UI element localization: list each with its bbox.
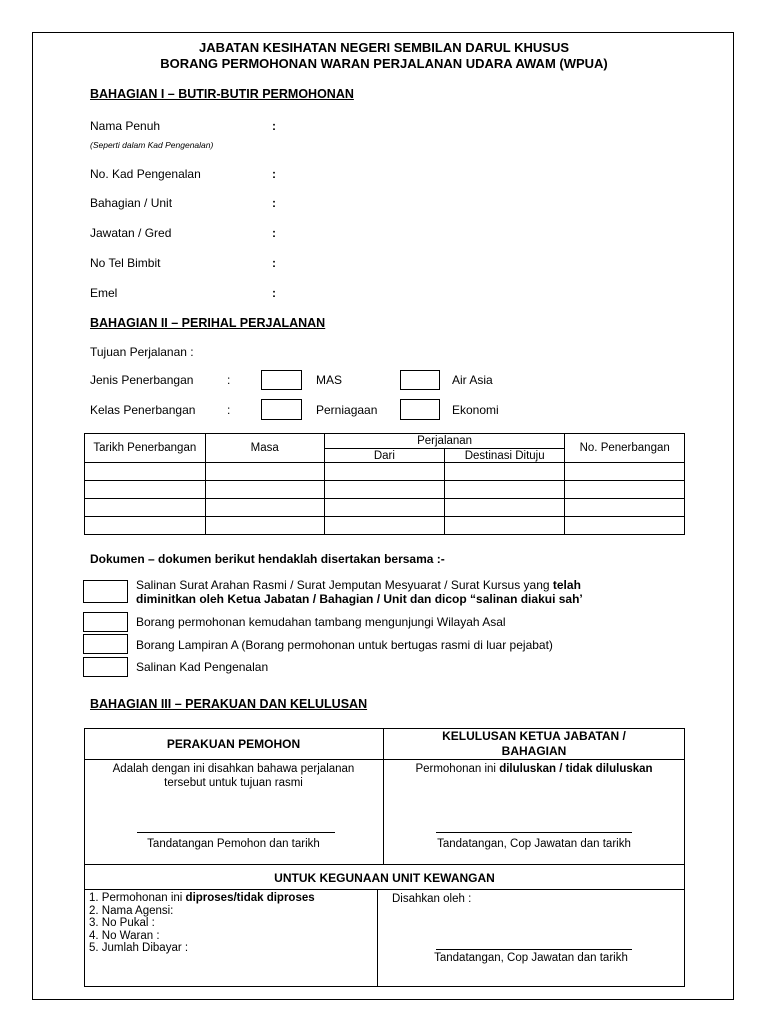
declaration-line1: Adalah dengan ini disahkan bahawa perjalanan	[112, 763, 355, 775]
header-flight-date: Tarikh Penerbangan	[85, 434, 206, 463]
finance-item3: 3. No Pukal :	[89, 917, 155, 929]
approval-text	[383, 762, 685, 776]
header-time: Masa	[205, 434, 324, 463]
full-name-colon: :	[272, 119, 276, 133]
header-journey: Perjalanan	[324, 434, 565, 449]
table-cell[interactable]	[324, 481, 444, 499]
table-row	[85, 499, 685, 517]
table-cell[interactable]	[85, 499, 206, 517]
table-row	[85, 481, 685, 499]
part2-heading: BAHAGIAN II – PERIHAL PERJALANAN	[90, 316, 326, 330]
part3-heading: BAHAGIAN III – PERAKUAN DAN KELULUSAN	[90, 697, 368, 711]
email-label: Emel	[90, 286, 118, 300]
verified-by-label: Disahkan oleh :	[392, 893, 472, 905]
doc4-text: Salinan Kad Pengenalan	[136, 660, 269, 674]
approver-signature-line	[436, 832, 632, 833]
email-colon: :	[272, 286, 276, 300]
flight-type-label: Jenis Penerbangan	[90, 373, 194, 387]
doc1-text	[136, 578, 656, 606]
finance-item1	[89, 892, 374, 905]
table-cell[interactable]	[324, 517, 444, 535]
mas-checkbox[interactable]	[261, 370, 302, 390]
finance-item2: 2. Nama Agensi:	[89, 904, 174, 917]
table-cell[interactable]	[205, 481, 324, 499]
mas-label: MAS	[316, 373, 343, 387]
table-cell[interactable]	[205, 517, 324, 535]
table-cell[interactable]	[444, 517, 564, 535]
header-flight-number: No. Penerbangan	[565, 434, 685, 463]
finance-item4: 4. No Waran :	[89, 929, 160, 942]
table-cell[interactable]	[85, 517, 206, 535]
approval-bold: diluluskan / tidak diluluskan	[499, 763, 653, 775]
form-title: BORANG PERMOHONAN WARAN PERJALANAN UDARA AWAM (WPUA)	[160, 56, 608, 71]
ic-number-label: No. Kad Pengenalan	[90, 167, 201, 181]
applicant-declaration-heading: PERAKUAN PEMOHON	[166, 737, 301, 751]
finance-use-heading: UNTUK KEGUNAAN UNIT KEWANGAN	[274, 871, 495, 885]
finance-item1-bold: diproses/tidak diproses	[185, 892, 315, 904]
economy-checkbox[interactable]	[400, 399, 440, 420]
table-row	[85, 463, 685, 481]
full-name-note: (Seperti dalam Kad Pengenalan)	[90, 140, 214, 150]
doc4-checkbox[interactable]	[83, 657, 128, 677]
applicant-signature-label: Tandatangan Pemohon dan tarikh	[147, 838, 320, 850]
doc2-checkbox[interactable]	[83, 612, 128, 632]
doc2-text: Borang permohonan kemudahan tambang mengunjungi Wilayah Asal	[136, 615, 506, 629]
documents-heading: Dokumen – dokumen berikut hendaklah disertakan bersama :-	[90, 552, 445, 566]
department-title: JABATAN KESIHATAN NEGERI SEMBILAN DARUL KHUSUS	[198, 40, 570, 55]
finance-signature-label: Tandatangan, Cop Jawatan dan tarikh	[434, 952, 628, 964]
table-cell[interactable]	[444, 463, 564, 481]
position-grade-label: Jawatan / Gred	[90, 226, 172, 240]
finance-item5: 5. Jumlah Dibayar :	[89, 942, 189, 954]
table-cell[interactable]	[444, 481, 564, 499]
flight-schedule-table	[84, 433, 685, 535]
declaration-text	[84, 762, 383, 790]
approval-normal: Permohonan ini	[415, 763, 500, 775]
table-cell[interactable]	[85, 481, 206, 499]
part1-heading: BAHAGIAN I – BUTIR-BUTIR PERMOHONAN	[90, 87, 354, 101]
table-cell[interactable]	[565, 463, 685, 481]
doc1-normal: Salinan Surat Arahan Rasmi / Surat Jemputan Mesyuarat / Surat Kursus yang	[136, 578, 553, 592]
finance-signature-line	[436, 949, 632, 950]
divider	[377, 889, 378, 987]
mobile-phone-colon: :	[272, 256, 276, 270]
business-label: Perniagaan	[316, 403, 378, 417]
full-name-label: Nama Penuh	[90, 119, 161, 133]
division-unit-colon: :	[272, 196, 276, 210]
table-row	[85, 517, 685, 535]
applicant-signature-line	[137, 832, 335, 833]
ic-number-colon: :	[272, 167, 276, 181]
head-approval-line2: BAHAGIAN	[501, 744, 567, 758]
divider	[84, 889, 685, 890]
flight-class-colon: :	[227, 403, 231, 417]
header-from: Dari	[324, 449, 444, 463]
business-checkbox[interactable]	[261, 399, 302, 420]
divider	[84, 864, 685, 865]
economy-label: Ekonomi	[452, 403, 499, 417]
doc1-checkbox[interactable]	[83, 580, 128, 603]
airasia-label: Air Asia	[452, 373, 493, 387]
table-cell[interactable]	[565, 481, 685, 499]
table-cell[interactable]	[205, 499, 324, 517]
finance-items	[89, 892, 374, 955]
position-grade-colon: :	[272, 226, 276, 240]
header-destination: Destinasi Dituju	[444, 449, 564, 463]
doc3-checkbox[interactable]	[83, 634, 128, 654]
table-cell[interactable]	[565, 499, 685, 517]
mobile-phone-label: No Tel Bimbit	[90, 256, 161, 270]
airasia-checkbox[interactable]	[400, 370, 440, 390]
table-cell[interactable]	[85, 463, 206, 481]
table-cell[interactable]	[324, 463, 444, 481]
finance-item1-normal: 1. Permohonan ini	[89, 892, 186, 904]
table-cell[interactable]	[324, 499, 444, 517]
doc1-bold-b: diminitkan oleh Ketua Jabatan / Bahagian / Unit dan dicop “salinan diakui sah’	[136, 592, 583, 606]
divider	[84, 759, 685, 760]
declaration-line2: tersebut untuk tujuan rasmi	[164, 777, 303, 789]
doc3-text: Borang Lampiran A (Borang permohonan untuk bertugas rasmi di luar pejabat)	[136, 638, 553, 652]
head-approval-heading	[383, 729, 685, 759]
doc1-bold-a: telah	[552, 578, 581, 592]
table-cell[interactable]	[565, 517, 685, 535]
table-cell[interactable]	[444, 499, 564, 517]
travel-purpose-label: Tujuan Perjalanan :	[90, 345, 194, 359]
table-cell[interactable]	[205, 463, 324, 481]
division-unit-label: Bahagian / Unit	[90, 196, 173, 210]
flight-type-colon: :	[227, 373, 231, 387]
flight-class-label: Kelas Penerbangan	[90, 403, 196, 417]
head-approval-line1: KELULUSAN KETUA JABATAN /	[442, 729, 626, 743]
approver-signature-label: Tandatangan, Cop Jawatan dan tarikh	[437, 838, 631, 850]
